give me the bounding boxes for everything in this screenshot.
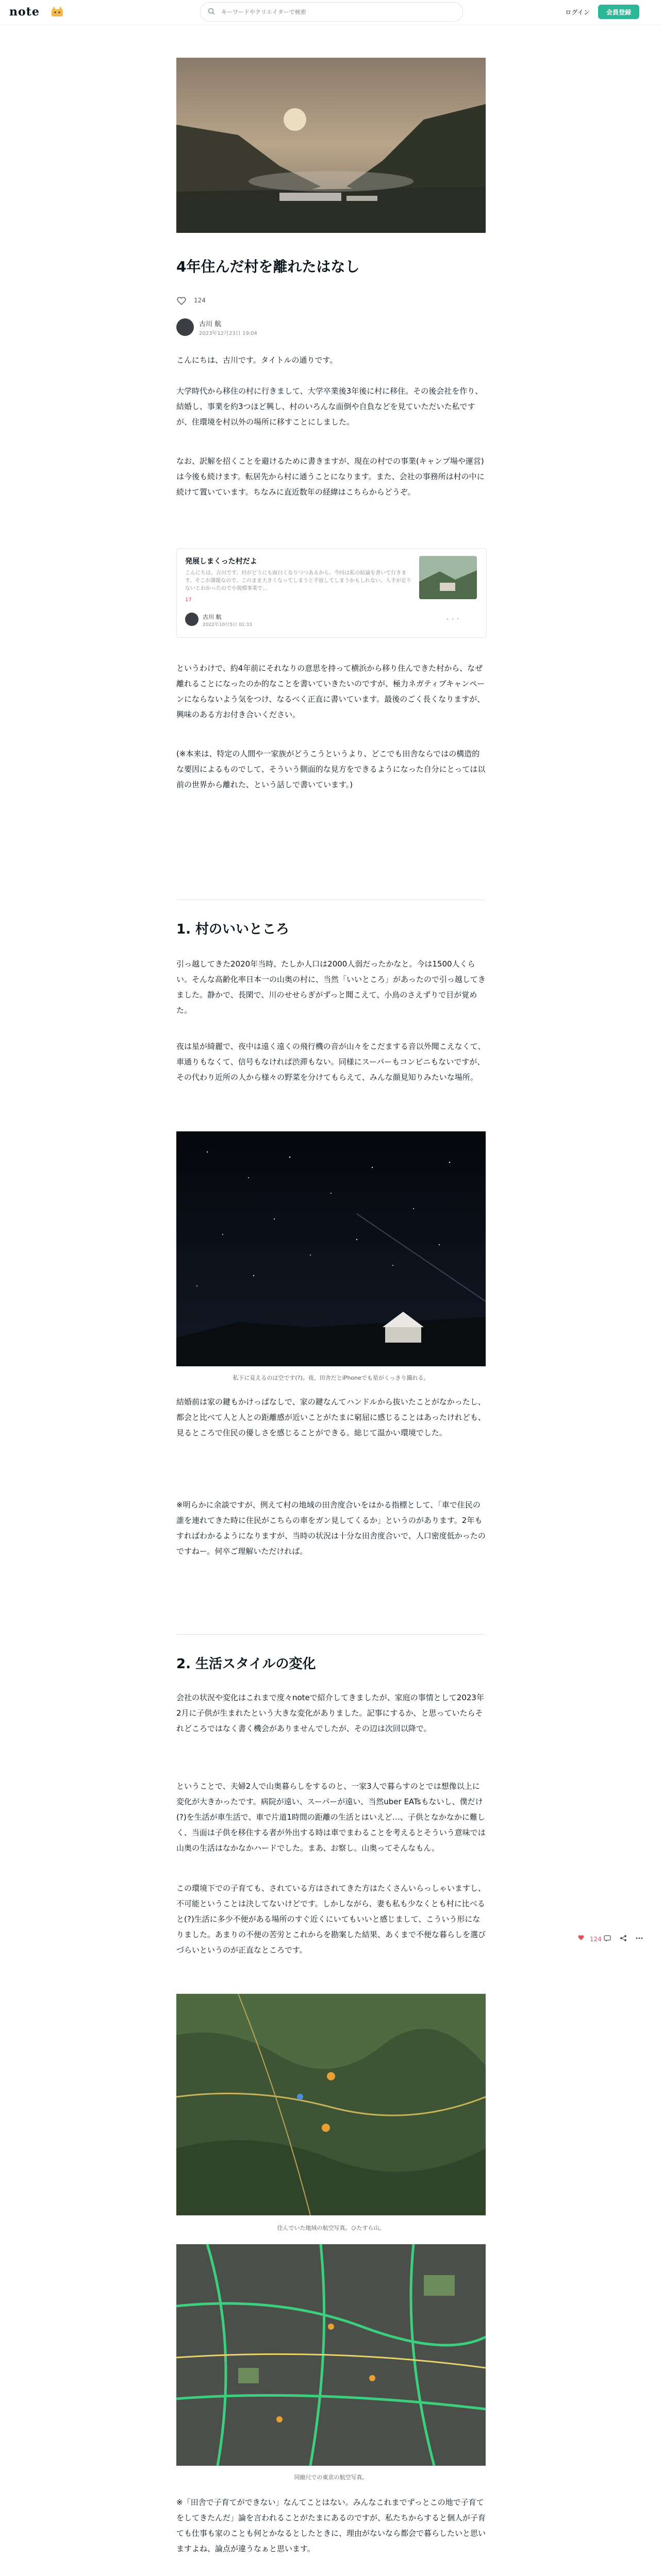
heart-icon[interactable] — [176, 296, 187, 306]
intro-paragraph-2: 大学時代から移住の村に行きまして、大学卒業後3年後に村に移住。その後会社を作り、結婚し、事業を約3つほど興し、村のいろんな面倒や自負などを見ていただいた私ですが、住環境を村以外の場所に移すことにしました。 — [176, 386, 483, 427]
section-2-paragraph-4: ※「田舎で子育てができない」なんてことはない。みんなこれまでずっとこの地で子育てをしてきたんだ」論を言われることがたまにあるのですが、私たちからすると個人が子育ても仕事も家のことも何とかなるとしたときに、理由がないなら都会で暮らしたいと思いますよね、論点が違うなぁと思います。 — [176, 2498, 486, 2553]
aerial-map-tokyo-caption: 同縮尺での東京の航空写真。 — [294, 2474, 368, 2481]
author-avatar[interactable] — [176, 318, 194, 336]
side-like-count: 124 — [589, 1936, 602, 1943]
note-logo[interactable]: note — [9, 5, 40, 19]
hero-image — [176, 58, 486, 233]
author-name[interactable]: 古川 航 — [199, 320, 222, 328]
search-icon — [208, 8, 215, 15]
signup-button[interactable]: 会員登録 — [598, 5, 639, 19]
section-2-paragraph-1: 会社の状況や変化はこれまで度々noteで紹介してきましたが、家庭の事情として2023年2月に子供が生まれたという大きな変化がありました。記事にするか、と思っていたらそれどころではなく書く機会がありませんでしたが、その辺は次回以降で。 — [176, 1693, 484, 1733]
card-thumbnail — [419, 556, 477, 599]
aerial-map-village — [176, 1994, 486, 2215]
card-date: 2022年10月5日 01:33 — [203, 622, 252, 628]
card-title[interactable]: 発展しまくった村だよ — [185, 557, 257, 566]
intro-paragraph-3: なお、訳解を招くことを避けるために書きますが、現在の村での事業(キャンプ場や運営)は今後も続けます。転居先から村に通うことになります。また、会社の事務所は村の中に続けて置いています。ちなみに直近数年の経緯はこちらからどうぞ。 — [176, 456, 485, 497]
intro-paragraph-1: こんにちは、古川です。タイトルの通りです。 — [176, 355, 338, 365]
share-icon[interactable] — [619, 1934, 627, 1942]
aerial-map-tokyo — [176, 2244, 486, 2466]
side-like-button[interactable] — [577, 1934, 602, 1943]
aerial-map-village-caption: 住んでいた地域の航空写真。ひたすら山。 — [277, 2225, 385, 2231]
cat-mascot-icon — [51, 5, 64, 18]
section-1-heading: 1. 村のいいところ — [176, 922, 290, 937]
card-author-avatar — [185, 613, 198, 626]
publish-date: 2023年12月23日 19:04 — [199, 331, 257, 336]
section-1-paragraph-4: ※明らかに余談ですが、例えて村の地域の田舎度合いをはかる指標として、「車で住民の誰を連れてきた時に住民がこちらの車をガン見してくるか」というのがあります。2年もすればわかるようになりますが、当時の状況は十分な田舎度合いで、人口密度低かったのですねー。何卒ご理解いただければ。 — [176, 1500, 486, 1556]
like-count: 124 — [194, 297, 206, 304]
intro-paragraph-5: (※本来は、特定の人間や一家族がどうこうというより、どこでも田舎ならではの構造的な要因によるものでして、そういう側面的な見方をできるようになった自分にとっては以前の世界から離れた、という話しで書いています。) — [176, 749, 486, 789]
heart-icon — [577, 1934, 585, 1941]
more-icon[interactable] — [635, 1934, 643, 1942]
night-sky-caption: 私下に見えるのは空です(?)。夜、田舎だとiPhoneでも星がくっきり撮れる。 — [233, 1375, 429, 1381]
site-header — [0, 0, 662, 25]
card-like-count: 17 — [185, 597, 192, 603]
card-excerpt: こんにちは、古川です。村がどうにも面白くなりつつあるから、今回は私の結論を書いて行きます。そこが課題なので、このまま大きくなってしまうと手放してしまうかもしれない。人手が足りないとわかったので小規模事業で… — [185, 570, 411, 591]
like-counter[interactable] — [176, 296, 206, 306]
comment-icon[interactable] — [603, 1934, 611, 1942]
section-2-paragraph-2: ということで、夫婦2人で山奥暮らしをするのと、一家3人で暮らすのとでは想像以上に変化が大きかったです。病院が遠い、スーパーが遠い、当然uber EATsもないし、僕だけ(?)を生活が車生活で、車で片道1時間の距離の生活とはいえど…、子供となかなかに難しく、当面は子供を移住する者が外出する時は車でまわることを考えるとそういう意味では山奥の生活はなかなかハードでした。まあ、お察し。山奥ってそんなもん。 — [176, 1782, 486, 1853]
login-button[interactable]: ログイン — [562, 5, 593, 19]
section-1-paragraph-1: 引っ越してきた2020年当時、たしか人口は2000人弱だったかなと。今は1500人くらい。そんな高齢化率日本一の山奥の村に、当然「いいところ」があったので引っ越してきました。静かで、長閑で、川のせせらぎがずっと聞こえて、小鳥のさえずりで目が覚めた。 — [176, 959, 486, 1015]
article-title: 4年住んだ村を離れたはなし — [176, 258, 360, 275]
night-sky-image — [176, 1131, 486, 1366]
side-actions — [603, 1934, 649, 1944]
section-1-paragraph-2: 夜は星が綺麗で、夜中は遠く遠くの飛行機の音が山々をこだまする音以外聞こえなくて、車通りもなくて、信号もなければ渋滞もない。同様にスーパーもコンビニもないですが、その代わり近所の人から様々の野菜を分けてもらえて、みんな顔見知りみたいな場所。 — [176, 1042, 486, 1082]
intro-paragraph-4: というわけで、約4年前にそれなりの意思を持って横浜から移り住んできた村から、なぜ離れることになったのか的なことを書いていきたいのですが、極力ネガティブキャンペーンにならないよう気をつけ、なるべく正直に書いています。最後のごく長くなりますが、興味のある方お付き合いください。 — [176, 664, 485, 719]
section-1-paragraph-3: 結婚前は家の鍵もかけっぱなしで、家の鍵なんてハンドルから抜いたことがなかったし、都会と比べて人と人との距離感が近いことがたまに窮屈に感じることはあったけれども、見るところで住民の優しさを感じることができる。総じて温かい環境でした。 — [176, 1397, 486, 1437]
search-box[interactable] — [200, 2, 463, 22]
card-more-icon[interactable]: ・・・ — [445, 617, 460, 622]
search-input[interactable] — [220, 6, 454, 18]
section-2-paragraph-3: この環境下での子育ても、されている方はされてきた方はたくさんいらっしゃいますし、不可能ということは決してないけどです。しかしながら、妻も私も少なくとも村に比べると(?)生活に多少不便がある場所のすぐ近くにいてもいいと感じまして、こういう形になりました。あまりの不便の苦労とこれからを勘案した結果、あくまで不便な暮らしを選びづらいというのが正直なところです。 — [176, 1884, 486, 1955]
card-author: 古川 航 — [203, 614, 222, 620]
section-2-heading: 2. 生活スタイルの変化 — [176, 1656, 316, 1672]
divider — [176, 1634, 486, 1635]
embedded-article-card[interactable] — [176, 548, 487, 638]
